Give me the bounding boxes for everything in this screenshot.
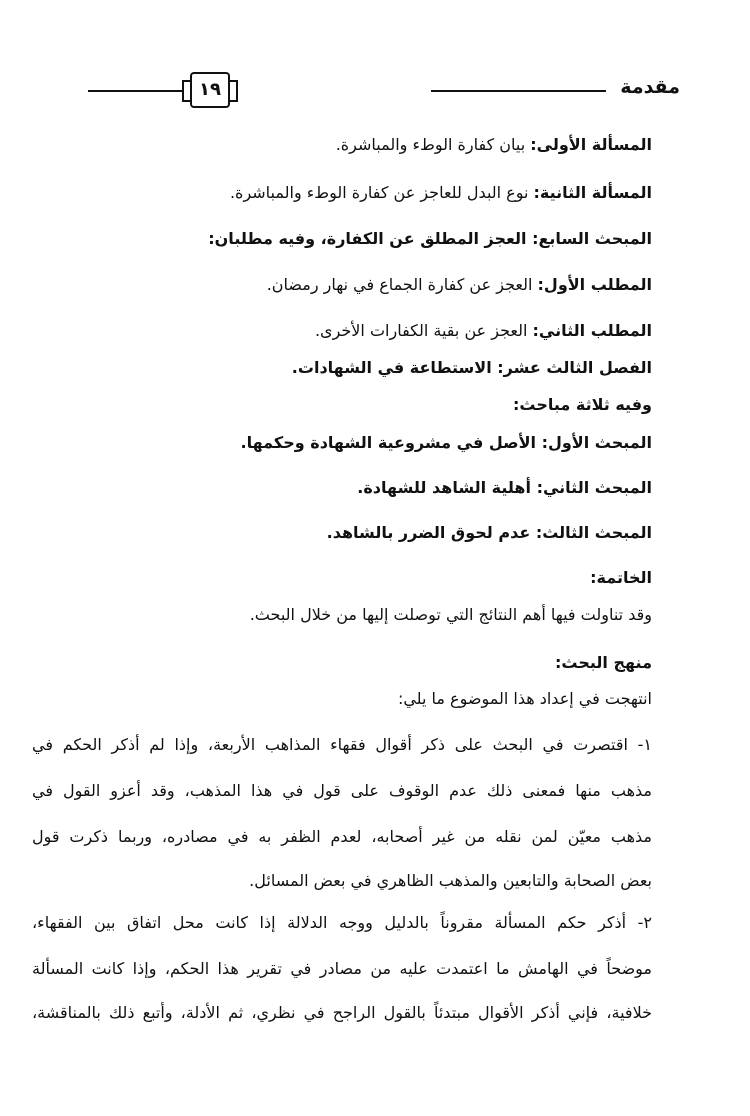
paragraph-line: مذهب معيّن لمن نقله من غير أصحابه، لعدم الظفر به في مصادره، وربما ذكرت قول: [32, 827, 652, 846]
paragraph-line: بعض الصحابة والتابعين والمذهب الظاهري في بعض المسائل.: [249, 871, 652, 890]
outline-label: المسألة الثانية:: [533, 183, 652, 202]
body-line-text: وقد تناولت فيها أهم النتائج التي توصلت إليها من خلال البحث.: [249, 605, 652, 624]
outline-label: المسألة الأولى:: [530, 135, 652, 154]
paragraph-line: ٢- أذكر حكم المسألة مقروناً بالدليل ووجه الدلالة إذا كانت محل اتفاق بين الفقهاء،: [32, 913, 652, 932]
outline-item: [357, 473, 652, 503]
outline-item: [336, 130, 652, 160]
running-header: [88, 72, 680, 112]
outline-label: المطلب الأول:: [537, 275, 652, 294]
outline-item: [230, 178, 652, 208]
header-title: مقدمة: [620, 76, 680, 98]
outline-text: بيان كفارة الوطء والمباشرة.: [335, 135, 531, 154]
header-rule-right: [431, 90, 606, 92]
section-heading-text: الخاتمة:: [590, 568, 652, 587]
outline-label: المبحث الثالث:: [535, 523, 652, 542]
outline-text: العجز عن كفارة الجماع في نهار رمضان.: [266, 275, 538, 294]
outline-text: عدم لحوق الضرر بالشاهد.: [326, 523, 536, 542]
header-rule-left: [88, 90, 184, 92]
outline-item: [267, 270, 652, 300]
sub-heading-text: وفيه ثلاثة مباحث:: [513, 395, 652, 414]
paragraph-line: موضحاً في الهامش ما اعتمدت عليه من مصادر في تقرير هذا الحكم، وإذا كانت المسألة: [32, 959, 652, 978]
outline-text: الأصل في مشروعية الشهادة وحكمها.: [240, 433, 542, 452]
page-number: ١٩: [190, 72, 230, 108]
outline-text: العجز عن بقية الكفارات الأخرى.: [314, 321, 533, 340]
paragraph-line: ١- اقتصرت في البحث على ذكر أقوال فقهاء المذاهب الأربعة، وإذا لم أذكر الحكم في: [32, 735, 652, 754]
chapter-heading: [292, 353, 652, 383]
outline-label: المبحث الأول:: [541, 433, 652, 452]
outline-item: [208, 224, 652, 254]
body-line: [250, 600, 652, 630]
outline-text: نوع البدل للعاجز عن كفارة الوطء والمباشرة.: [229, 183, 534, 202]
section-heading-text: منهج البحث:: [555, 653, 652, 672]
body-line-text: انتهجت في إعداد هذا الموضوع ما يلي:: [397, 689, 652, 708]
chapter-heading-text: الفصل الثالث عشر: الاستطاعة في الشهادات.: [291, 358, 652, 377]
section-heading-conclusion: [590, 563, 652, 593]
outline-item: [315, 316, 652, 346]
outline-label: المبحث السابع:: [532, 229, 652, 248]
body-line: [398, 684, 652, 714]
outline-text: العجز المطلق عن الكفارة، وفيه مطلبان:: [208, 229, 533, 248]
outline-item: [327, 518, 652, 548]
outline-text: أهلية الشاهد للشهادة.: [357, 478, 537, 497]
paragraph-line: مذهب منها فمعنى ذلك عدم الوقوف على قول في هذا المذهب، وقد أعزو القول في: [32, 781, 652, 800]
section-heading-method: [555, 648, 652, 678]
paragraph-line: خلافية، فإني أذكر الأقوال مبتدئاً بالقول الراجح في نظري، ثم الأدلة، وأتبع ذلك بالمناقشة،: [32, 1003, 652, 1022]
outline-item: [241, 428, 652, 458]
outline-label: المبحث الثاني:: [536, 478, 652, 497]
sub-heading: [513, 390, 652, 420]
outline-label: المطلب الثاني:: [532, 321, 652, 340]
